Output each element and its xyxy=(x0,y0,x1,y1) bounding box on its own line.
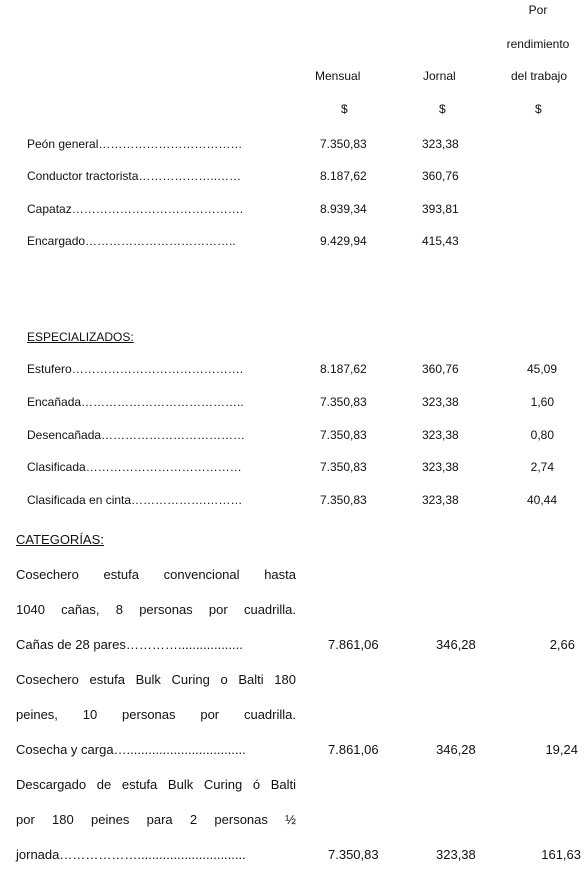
header-rendimiento: rendimiento xyxy=(506,37,570,51)
row-rendimiento: 45,09 xyxy=(526,362,557,376)
row-mensual: 8.187,62 xyxy=(320,362,367,376)
row-label: Cosecha y carga…................................. xyxy=(16,742,246,757)
row-mensual: 7.350,83 xyxy=(320,493,367,507)
row-label: Encargado……………………………….. xyxy=(27,234,236,248)
categoria-description-line: peines, 10 personas por cuadrilla. xyxy=(16,707,296,722)
row-rendimiento: 161,63 xyxy=(541,847,581,862)
row-label: Clasificada………………………………… xyxy=(27,460,242,474)
row-rendimiento: 1,60 xyxy=(530,395,554,409)
row-jornal: 323,38 xyxy=(422,460,459,474)
row-mensual: 7.350,83 xyxy=(320,428,367,442)
row-rendimiento: 40,44 xyxy=(526,493,557,507)
row-label: Conductor tractorista………………..…… xyxy=(27,169,242,183)
especializados-title: ESPECIALIZADOS: xyxy=(27,330,134,344)
categoria-description-line: Cosechero estufa Bulk Curing o Balti 180 xyxy=(16,672,296,687)
row-jornal: 360,76 xyxy=(422,362,459,376)
row-label: Clasificada en cinta……………….……… xyxy=(27,493,243,507)
row-mensual: 7.861,06 xyxy=(328,742,379,757)
row-rendimiento: 19,24 xyxy=(545,742,578,757)
row-label: jornada……………….............................. xyxy=(16,847,246,862)
row-jornal: 323,38 xyxy=(422,137,459,151)
categorias-title: CATEGORÍAS: xyxy=(16,532,104,547)
categoria-description-line: Descargado de estufa Bulk Curing ó Balti xyxy=(16,777,296,792)
row-mensual: 9.429,94 xyxy=(320,234,367,248)
currency-mensual: $ xyxy=(341,102,348,116)
row-label: Desencañada……………………………… xyxy=(27,428,246,442)
row-rendimiento: 0,80 xyxy=(530,428,554,442)
categoria-description-line: Cosechero estufa convencional hasta xyxy=(16,567,296,582)
row-jornal: 360,76 xyxy=(422,169,459,183)
row-mensual: 8.187,62 xyxy=(320,169,367,183)
row-rendimiento: 2,66 xyxy=(549,637,575,652)
row-jornal: 323,38 xyxy=(436,847,476,862)
row-jornal: 415,43 xyxy=(422,234,459,248)
row-mensual: 7.350,83 xyxy=(320,137,367,151)
row-rendimiento: 2,74 xyxy=(530,460,554,474)
row-label: Capataz……………………………………. xyxy=(27,202,244,216)
row-jornal: 323,38 xyxy=(422,493,459,507)
row-jornal: 323,38 xyxy=(422,395,459,409)
header-jornal: Jornal xyxy=(423,69,456,83)
row-label: Peón general……………………………… xyxy=(27,137,243,151)
row-jornal: 346,28 xyxy=(436,742,476,757)
row-jornal: 346,28 xyxy=(436,637,476,652)
row-jornal: 323,38 xyxy=(422,428,459,442)
header-del-trabajo: del trabajo xyxy=(510,69,568,83)
row-label: Estufero……………………………………. xyxy=(27,362,244,376)
row-label: Encañada………………………………….. xyxy=(27,395,244,409)
categoria-description-line: por 180 peines para 2 personas ½ xyxy=(16,812,296,827)
row-label: Cañas de 28 pares………….................. xyxy=(16,637,243,652)
currency-jornal: $ xyxy=(439,102,446,116)
header-por: Por xyxy=(528,3,548,17)
row-mensual: 7.861,06 xyxy=(328,637,379,652)
header-mensual: Mensual xyxy=(315,69,361,83)
row-mensual: 7.350,83 xyxy=(328,847,379,862)
row-mensual: 7.350,83 xyxy=(320,460,367,474)
row-mensual: 8.939,34 xyxy=(320,202,367,216)
row-mensual: 7.350,83 xyxy=(320,395,367,409)
row-jornal: 393,81 xyxy=(422,202,459,216)
categoria-description-line: 1040 cañas, 8 personas por cuadrilla. xyxy=(16,602,296,617)
currency-rendimiento: $ xyxy=(535,102,542,116)
